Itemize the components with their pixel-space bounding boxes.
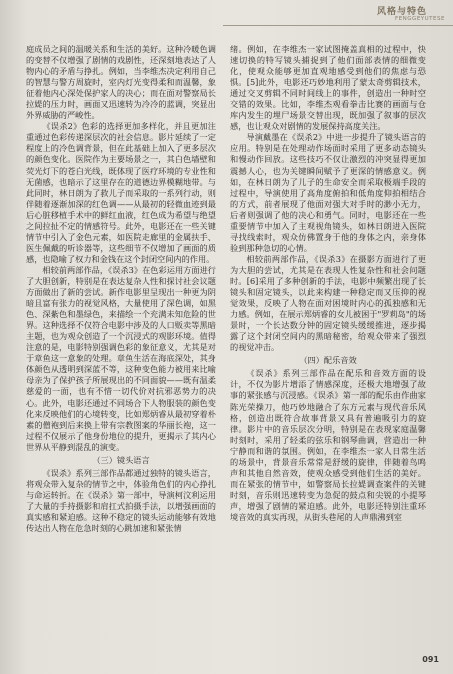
body-paragraph: 绪。例如，在李维杰一家试图掩盖真相的过程中，快速切换的特写镜头捕捉到了他们面部表情的细微变化，使观众能够更加直观地感受到他们的焦虑与恐惧。[5]此外，电影还巧妙地利用了蒙太奇剪辑技术，通过交叉剪辑不同时间线上的事件，创造出一种时空交错的效果。比如，李维杰观看拳击比赛的画面与仓库内发生的埋尸场景交替出现，既加强了叙事的层次感，也让观众对剧情的发展保持高度关注。 [230, 44, 426, 132]
right-text-column [230, 44, 426, 523]
page-number: 091 [422, 655, 439, 664]
section-heading: （四）配乐音效 [299, 355, 357, 366]
left-text-column [26, 44, 216, 534]
body-paragraph: 《误杀》系列三部作品在配乐和音效方面的设计，不仅为影片增添了情感深度，还极大地增强了故事的紧张感与沉浸感。《误杀》第一部的配乐由作曲家陈光荣操刀，他巧妙地融合了东方元素与现代音乐风格，创造出既符合故事背景又具有普遍吸引力的旋律。影片中的音乐层次分明，特别是在表现家庭温馨时刻时，采用了轻柔的弦乐和钢琴曲调，营造出一种宁静而和谐的氛围。例如，在李维杰一家人日常生活的场景中，背景音乐常常是舒缓的旋律，伴随着鸟鸣声和其他自然音效，使观众感受到他们生活的美好。而在紧张的情节中，如警察局长拉媞调查案件的关键时刻，音乐则迅速转变为急促的鼓点和尖锐的小提琴声，增强了剧情的紧迫感。此外，电影还特别注重环境音效的真实再现，从街头巷尾的人声鼎沸到室 [230, 368, 426, 522]
body-paragraph: 《误杀》系列三部作品都通过独特的镜头语言，将观众带入复杂的情节之中，体验角色们的内心挣扎与命运转折。在《误杀》第一部中，导演柯汶利运用了大量的手持摄影和肩扛式拍摄手法，以增强画面的真实感和紧迫感。这种不稳定的镜头运动能够有效地传达出人物在危急时刻的心跳加速和紧张情 [26, 467, 216, 534]
body-paragraph: 相较前两部作品，《误杀3》在摄影方面进行了更为大胆的尝试，尤其是在表现人性复杂性和社会问题时。[6]采用了多种创新的手法，电影中频繁出现了长镜头和固定镜头，以此来构建一种稳定而又压抑的视觉效果，反映了人物在面对困境时内心的孤独感和无力感。例如，在展示郑炳睿的女儿被困于"罗莉岛"的场景时，一个长达数分钟的固定镜头缓缓推进，逐步揭露了这个封闭空间内的黑暗秘密，给观众带来了强烈的视觉冲击。 [230, 253, 426, 353]
section-title-pinyin: FENGGEYUTESE [395, 16, 445, 22]
body-paragraph: 导演戴墨在《误杀2》中进一步提升了镜头语言的应用。特别是在处理动作场面时采用了更多动态镜头和慢动作回放。这些技巧不仅让激烈的冲突显得更加震撼人心，也为关键瞬间赋予了更深的情感意义。例如，在林日朗为了儿子的生命安全而采取极端手段的过程中，导演使用了高角度俯拍和低角度仰拍相结合的方式，前者展现了他面对强大对手时的渺小无力，后者则强调了他的决心和勇气。同时，电影还在一些重要情节中加入了主观视角镜头，如林日朗进入医院寻找线索时，观众仿佛置身于他的身体之内，亲身体验到那种急切的心情。 [230, 132, 426, 253]
header-divider [223, 25, 453, 26]
section-heading: （三）镜头语言 [92, 454, 150, 465]
body-paragraph: 庭成员之间的温暖关系和生活的美好。这种冷暖色调的变替不仅增强了剧情的戏剧性，还深刻地表达了人物内心的矛盾与挣扎。例如，当李维杰决定利用自己的智慧与警方周旋时，室内灯光变得柔和而温馨，象征着他内心深处保护家人的决心；而在面对警察局长拉媞的压力时，画面又迅速转为冷冷的蓝调，突显出外界威胁的严峻性。 [26, 44, 216, 121]
body-paragraph: 《误杀2》色彩的选择更加多样化，并且更加注重通过色彩传递深层次的社会信息。影片延续了一定程度上的冷色调背景，但在此基础上加入了更多层次的颜色变化。医院作为主要场景之一，其白色墙壁和荧光灯下的苍白光线，既体现了医疗环境的专业性和无菌感，也暗示了这里存在的道德边界模糊地带。与此同时，林日朗为了救儿子而采取的一系列行动，则伴随着逐渐加深的红色调——从最初的轻微血迹到最后心脏移植手术中的鲜红血液，红色成为希望与绝望之间拉扯不定的情感符号。此外，电影还在一些关键情节中引入了金色元素，如医院走廊里的金属扶手、医生佩戴的听诊器等，这些细节不仅增加了画面的质感，也隐喻了权力和金钱在这个封闭空间内的作用。 [26, 121, 216, 264]
section-title: 风格与特色 [376, 7, 427, 17]
body-paragraph: 相较前两部作品，《误杀3》在色彩运用方面进行了大胆创新，特别是在表达复杂人性和探讨社会议题方面做出了新的尝试。新作电影里呈现出一种更为阴暗且富有张力的视觉风格，大量使用了深色调，如黑色、深紫色和墨绿色，来描绘一个充满未知危险的世界。这种选择不仅符合电影中涉及的人口贩卖等黑暗主题，也为观众创造了一个沉浸式的观影环境。值得注意的是，电影特别强调色彩的象征意义，尤其是对于章鱼这一意象的处理。章鱼生活在海底深处，其身体颜色从透明到深蓝不等，这种变色能力被用来比喻母亲为了保护孩子所展现出的不同面貌——既有温柔慈爱的一面，也有不惜一切代价对抗邪恶势力的决心。此外，电影还通过不同场合下人物服装的颜色变化来反映他们的心境转变，比如郑炳睿从最初穿着朴素的僧袍到后来换上带有宗教图案的华丽长袍，这一过程不仅展示了他身份地位的提升，更揭示了其内心世界从平静到混乱的演变。 [26, 264, 216, 452]
